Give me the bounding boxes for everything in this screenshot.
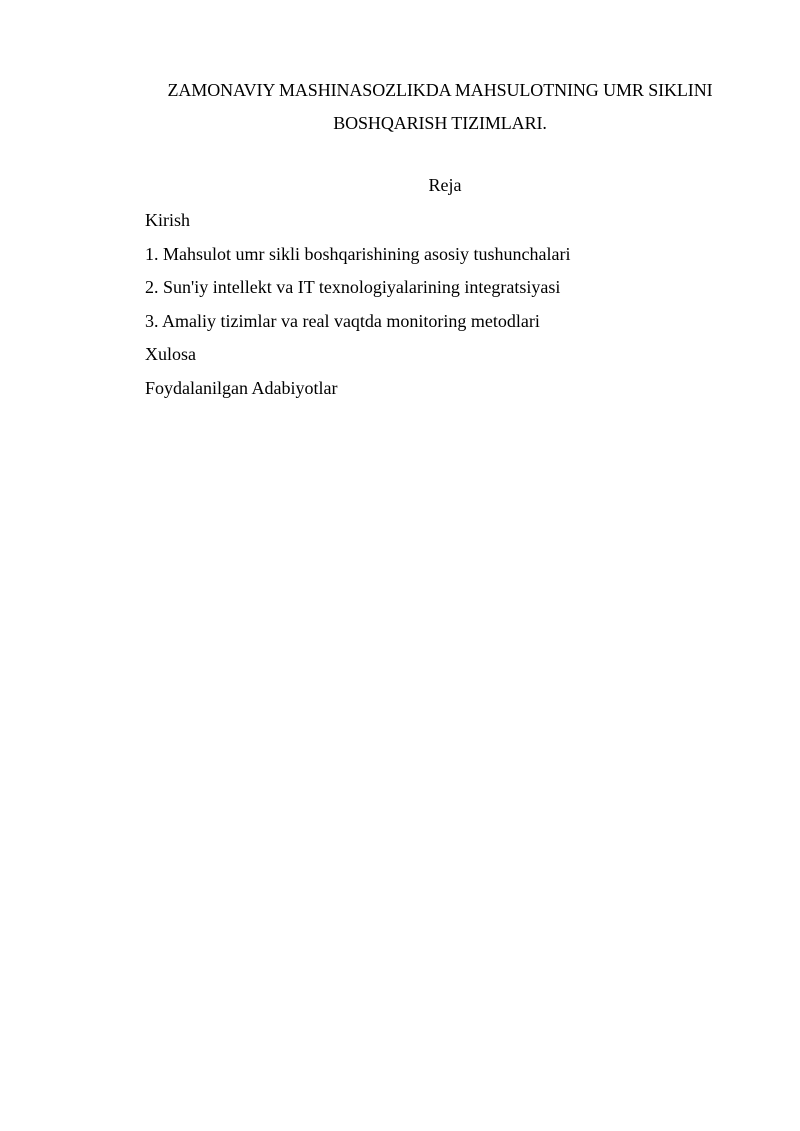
toc-item-1: 1. Mahsulot umr sikli boshqarishining asosiy tushunchalari — [145, 243, 571, 264]
toc-item-conclusion: Xulosa — [145, 344, 196, 364]
toc-item-3: 3. Amaliy tizimlar va real vaqtda monitoring metodlari — [145, 310, 540, 331]
title-line-2: BOSHQARISH TIZIMLARI. — [333, 113, 547, 133]
title-line-1: ZAMONAVIY MASHINASOZLIKDA MAHSULOTNING UMR SIKLINI — [167, 80, 713, 100]
toc-item-introduction: Kirish — [145, 210, 190, 230]
plan-heading: Reja — [428, 175, 462, 195]
toc-item-2: 2. Sun'iy intellekt va IT texnologiyalarining integratsiyasi — [145, 277, 561, 297]
toc-item-references: Foydalanilgan Adabiyotlar — [145, 377, 338, 398]
table-of-contents — [145, 204, 570, 405]
document-title — [145, 74, 735, 140]
